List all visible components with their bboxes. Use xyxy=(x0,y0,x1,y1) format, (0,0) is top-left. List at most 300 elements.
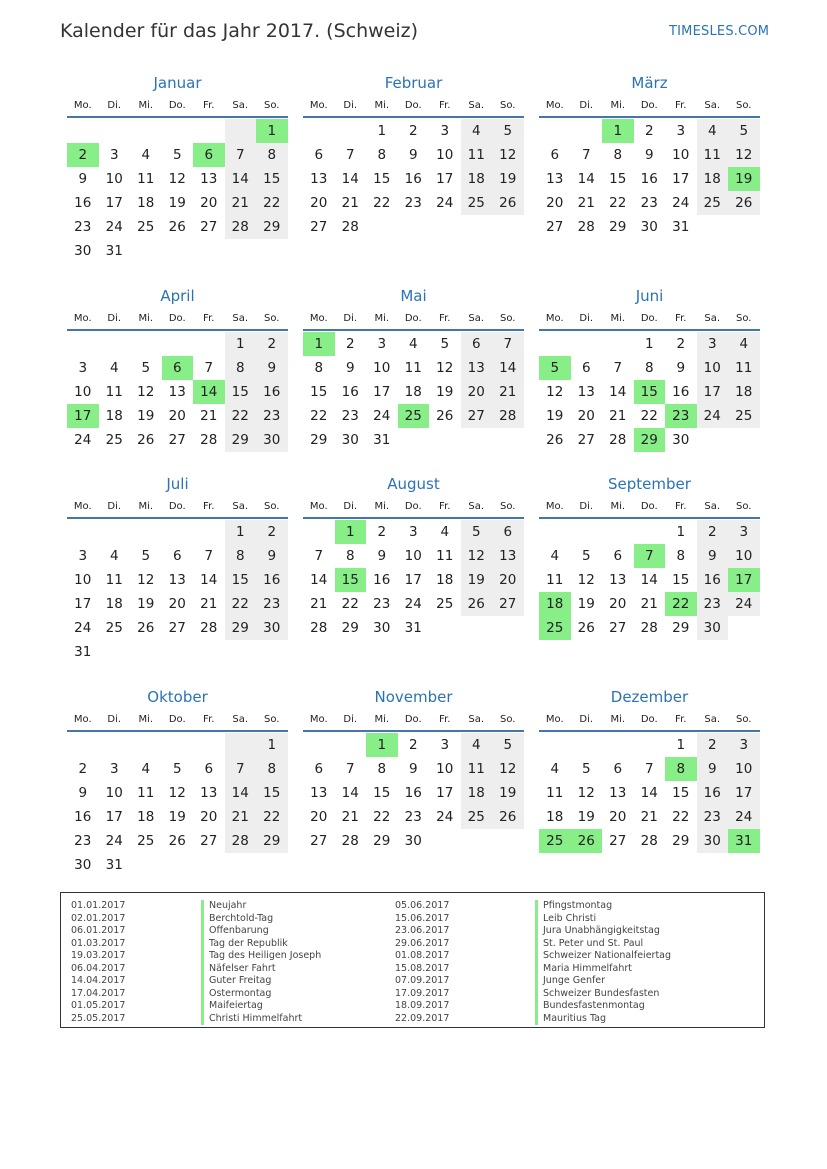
month-name: August xyxy=(387,475,440,493)
month-divider xyxy=(539,329,760,331)
day-cell: 8 xyxy=(665,757,697,781)
day-cell: 13 xyxy=(609,572,627,588)
empty-cell xyxy=(67,119,99,143)
day-cell: 14 xyxy=(310,572,328,588)
day-cell: 31 xyxy=(404,620,422,636)
weekday-label: Mo. xyxy=(545,714,564,725)
day-cell: 9 xyxy=(697,757,729,781)
month-10 xyxy=(303,685,524,853)
day-cell: 3 xyxy=(440,737,450,753)
day-cell: 25 xyxy=(539,616,571,640)
week-row xyxy=(67,829,288,853)
day-cell: 23 xyxy=(256,404,288,428)
weekday-label: Di. xyxy=(343,100,358,111)
month-name: April xyxy=(160,287,195,305)
empty-cell xyxy=(539,332,571,356)
day-cell: 11 xyxy=(404,360,422,376)
weekday-label: Do. xyxy=(640,100,658,111)
empty-cell xyxy=(539,119,571,143)
day-cell: 28 xyxy=(609,432,627,448)
empty-cell xyxy=(193,119,225,143)
weekday-label: Di. xyxy=(579,714,594,725)
month-name: Mai xyxy=(400,287,427,305)
empty-cell xyxy=(697,215,729,239)
weekday-label: Di. xyxy=(107,714,122,725)
weekday-label: Di. xyxy=(579,501,594,512)
day-cell: 17 xyxy=(672,171,690,187)
weekday-label: Mi. xyxy=(374,501,390,512)
page-title: Kalender für das Jahr 2017. (Schweiz) xyxy=(60,20,419,42)
day-cell: 25 xyxy=(436,596,454,612)
day-cell: 15 xyxy=(256,781,288,805)
weekday-label: So. xyxy=(736,714,752,725)
day-cell: 17 xyxy=(67,404,99,428)
day-cell: 25 xyxy=(105,620,123,636)
legend-date-column xyxy=(71,900,125,1025)
day-cell: 5 xyxy=(728,119,760,143)
site-link[interactable]: TIMESLES.COM xyxy=(669,24,770,39)
week-row xyxy=(67,568,288,592)
month-name: Januar xyxy=(153,74,202,92)
empty-cell xyxy=(429,616,461,640)
week-row xyxy=(303,757,524,781)
empty-cell xyxy=(99,640,131,664)
holiday-date: 01.05.2017 xyxy=(71,1000,126,1011)
month-2 xyxy=(539,71,760,239)
weekday-label: So. xyxy=(264,313,280,324)
day-cell: 26 xyxy=(461,592,493,616)
month-divider xyxy=(539,517,760,519)
week-row xyxy=(539,215,760,239)
month-divider xyxy=(67,517,288,519)
day-cell: 15 xyxy=(634,380,666,404)
day-cell: 7 xyxy=(492,332,524,356)
day-cell: 25 xyxy=(105,432,123,448)
day-cell: 4 xyxy=(461,119,493,143)
day-cell: 30 xyxy=(256,428,288,452)
day-cell: 22 xyxy=(373,195,391,211)
day-cell: 8 xyxy=(314,360,324,376)
week-row xyxy=(303,829,524,853)
day-cell: 15 xyxy=(225,380,257,404)
day-cell: 15 xyxy=(310,384,328,400)
day-cell: 3 xyxy=(109,147,119,163)
day-cell: 27 xyxy=(609,833,627,849)
empty-cell xyxy=(130,733,162,757)
day-cell: 11 xyxy=(546,572,564,588)
day-cell: 14 xyxy=(609,384,627,400)
day-cell: 22 xyxy=(310,408,328,424)
day-cell: 11 xyxy=(461,143,493,167)
week-row xyxy=(67,332,288,356)
day-cell: 23 xyxy=(341,408,359,424)
empty-cell xyxy=(492,215,524,239)
month-1 xyxy=(303,71,524,239)
weekday-label: Di. xyxy=(343,501,358,512)
day-cell: 23 xyxy=(697,592,729,616)
holiday-date: 01.08.2017 xyxy=(395,950,450,961)
day-cell: 13 xyxy=(577,384,595,400)
day-cell: 27 xyxy=(168,620,186,636)
day-cell: 21 xyxy=(577,195,595,211)
empty-cell xyxy=(193,332,225,356)
day-cell: 25 xyxy=(461,805,493,829)
day-cell: 3 xyxy=(728,520,760,544)
day-cell: 30 xyxy=(640,219,658,235)
month-name: Juni xyxy=(635,287,664,305)
weekday-label: Sa. xyxy=(704,313,721,324)
weekday-label: So. xyxy=(264,714,280,725)
day-cell: 5 xyxy=(440,336,450,352)
empty-cell xyxy=(429,215,461,239)
week-row xyxy=(303,356,524,380)
day-cell: 18 xyxy=(105,408,123,424)
holiday-name: Guter Freitag xyxy=(201,975,321,988)
weekday-label: Sa. xyxy=(468,714,485,725)
empty-cell xyxy=(225,733,257,757)
day-cell: 5 xyxy=(172,761,182,777)
day-cell: 26 xyxy=(728,191,760,215)
day-cell: 30 xyxy=(373,620,391,636)
weekday-label: Mi. xyxy=(610,313,626,324)
empty-cell xyxy=(193,520,225,544)
day-cell: 27 xyxy=(310,833,328,849)
day-cell: 24 xyxy=(672,195,690,211)
day-cell: 17 xyxy=(105,195,123,211)
empty-cell xyxy=(602,733,634,757)
day-cell: 3 xyxy=(676,123,686,139)
day-cell: 28 xyxy=(341,833,359,849)
week-row xyxy=(303,568,524,592)
day-cell: 22 xyxy=(665,592,697,616)
weekday-label: Do. xyxy=(404,714,422,725)
day-cell: 21 xyxy=(341,195,359,211)
day-cell: 5 xyxy=(581,548,591,564)
day-cell: 2 xyxy=(78,761,88,777)
day-cell: 14 xyxy=(640,572,658,588)
holiday-name: Jura Unabhängigkeitstag xyxy=(535,925,671,938)
day-cell: 8 xyxy=(377,147,387,163)
day-cell: 2 xyxy=(408,737,418,753)
day-cell: 6 xyxy=(193,143,225,167)
week-row xyxy=(67,520,288,544)
day-cell: 18 xyxy=(404,384,422,400)
empty-cell xyxy=(492,428,524,452)
weekday-label: Mo. xyxy=(545,313,564,324)
day-cell: 12 xyxy=(728,143,760,167)
weekday-label: Sa. xyxy=(704,501,721,512)
empty-cell xyxy=(130,239,162,263)
day-cell: 18 xyxy=(461,781,493,805)
empty-cell xyxy=(366,215,398,239)
day-cell: 26 xyxy=(436,408,454,424)
weekday-header xyxy=(67,496,288,517)
day-cell: 16 xyxy=(672,384,690,400)
day-cell: 16 xyxy=(74,195,92,211)
empty-cell xyxy=(539,520,571,544)
weekday-label: Mi. xyxy=(138,313,154,324)
weekday-label: Fr. xyxy=(439,313,451,324)
day-cell: 12 xyxy=(546,384,564,400)
week-row xyxy=(539,568,760,592)
holiday-name: Schweizer Bundesfasten xyxy=(535,988,671,1001)
weekday-header xyxy=(539,308,760,329)
day-cell: 26 xyxy=(137,620,155,636)
day-cell: 22 xyxy=(225,404,257,428)
day-cell: 20 xyxy=(310,195,328,211)
day-cell: 14 xyxy=(193,380,225,404)
weekday-header xyxy=(303,95,524,116)
month-name: März xyxy=(631,74,668,92)
day-cell: 2 xyxy=(408,123,418,139)
day-cell: 6 xyxy=(550,147,560,163)
day-cell: 27 xyxy=(492,592,524,616)
day-cell: 2 xyxy=(697,733,729,757)
day-cell: 14 xyxy=(200,572,218,588)
day-cell: 6 xyxy=(204,761,214,777)
day-cell: 4 xyxy=(109,548,119,564)
week-row xyxy=(67,428,288,452)
weekday-label: Mo. xyxy=(309,313,328,324)
week-row xyxy=(67,640,288,664)
empty-cell xyxy=(67,520,99,544)
day-cell: 27 xyxy=(200,219,218,235)
month-5 xyxy=(539,284,760,452)
week-row xyxy=(303,592,524,616)
day-cell: 5 xyxy=(492,733,524,757)
weekday-label: Mo. xyxy=(309,714,328,725)
empty-cell xyxy=(193,733,225,757)
weekday-label: Do. xyxy=(168,501,186,512)
weekday-header xyxy=(67,308,288,329)
day-cell: 22 xyxy=(373,809,391,825)
day-cell: 8 xyxy=(613,147,623,163)
day-cell: 10 xyxy=(74,384,92,400)
day-cell: 7 xyxy=(634,544,666,568)
day-cell: 20 xyxy=(200,809,218,825)
day-cell: 13 xyxy=(461,356,493,380)
day-cell: 13 xyxy=(310,785,328,801)
day-cell: 1 xyxy=(602,119,634,143)
weekday-label: So. xyxy=(500,714,516,725)
week-row xyxy=(67,805,288,829)
holiday-date: 23.06.2017 xyxy=(395,925,450,936)
day-cell: 25 xyxy=(137,833,155,849)
day-cell: 2 xyxy=(377,524,387,540)
holiday-name: Näfelser Fahrt xyxy=(201,963,321,976)
weekday-label: Fr. xyxy=(439,714,451,725)
empty-cell xyxy=(162,239,194,263)
day-cell: 19 xyxy=(577,596,595,612)
week-row xyxy=(539,733,760,757)
day-cell: 23 xyxy=(373,596,391,612)
day-cell: 22 xyxy=(672,809,690,825)
day-cell: 6 xyxy=(314,761,324,777)
day-cell: 12 xyxy=(137,384,155,400)
empty-cell xyxy=(602,520,634,544)
day-cell: 1 xyxy=(303,332,335,356)
weekday-label: Fr. xyxy=(439,501,451,512)
month-divider xyxy=(539,730,760,732)
day-cell: 5 xyxy=(141,360,151,376)
day-cell: 19 xyxy=(546,408,564,424)
day-cell: 1 xyxy=(366,733,398,757)
day-cell: 19 xyxy=(492,781,524,805)
week-row xyxy=(67,167,288,191)
weekday-header xyxy=(539,95,760,116)
day-cell: 4 xyxy=(141,761,151,777)
month-divider xyxy=(303,517,524,519)
empty-cell xyxy=(602,332,634,356)
day-cell: 6 xyxy=(162,356,194,380)
weekday-label: Sa. xyxy=(232,501,249,512)
day-cell: 26 xyxy=(168,219,186,235)
day-cell: 2 xyxy=(697,520,729,544)
day-cell: 23 xyxy=(404,195,422,211)
day-cell: 16 xyxy=(404,785,422,801)
day-cell: 24 xyxy=(436,195,454,211)
day-cell: 6 xyxy=(613,548,623,564)
day-cell: 21 xyxy=(609,408,627,424)
day-cell: 19 xyxy=(728,167,760,191)
day-cell: 1 xyxy=(225,332,257,356)
weekday-label: Di. xyxy=(343,313,358,324)
day-cell: 8 xyxy=(676,548,686,564)
week-row xyxy=(67,733,288,757)
weekday-label: Fr. xyxy=(675,714,687,725)
day-cell: 12 xyxy=(492,143,524,167)
day-cell: 21 xyxy=(225,191,257,215)
day-cell: 9 xyxy=(256,356,288,380)
day-cell: 1 xyxy=(335,520,367,544)
day-cell: 28 xyxy=(225,829,257,853)
day-cell: 15 xyxy=(256,167,288,191)
empty-cell xyxy=(99,520,131,544)
day-cell: 1 xyxy=(256,733,288,757)
empty-cell xyxy=(162,332,194,356)
day-cell: 1 xyxy=(256,119,288,143)
empty-cell xyxy=(225,239,257,263)
day-cell: 10 xyxy=(74,572,92,588)
weekday-label: Sa. xyxy=(704,714,721,725)
empty-cell xyxy=(634,520,666,544)
weekday-label: Do. xyxy=(168,714,186,725)
day-cell: 7 xyxy=(204,548,214,564)
week-row xyxy=(303,428,524,452)
empty-cell xyxy=(461,616,493,640)
day-cell: 14 xyxy=(492,356,524,380)
day-cell: 2 xyxy=(345,336,355,352)
day-cell: 14 xyxy=(225,781,257,805)
day-cell: 3 xyxy=(78,360,88,376)
week-row xyxy=(539,616,760,640)
empty-cell xyxy=(67,332,99,356)
day-cell: 18 xyxy=(436,572,454,588)
week-row xyxy=(67,853,288,877)
day-cell: 17 xyxy=(74,596,92,612)
day-cell: 20 xyxy=(577,408,595,424)
holiday-name: Offenbarung xyxy=(201,925,321,938)
day-cell: 17 xyxy=(728,781,760,805)
weekday-label: Fr. xyxy=(203,714,215,725)
day-cell: 17 xyxy=(105,809,123,825)
holiday-name: Tag der Republik xyxy=(201,938,321,951)
day-cell: 21 xyxy=(341,809,359,825)
day-cell: 10 xyxy=(373,360,391,376)
week-row xyxy=(67,239,288,263)
weekday-label: Sa. xyxy=(468,313,485,324)
day-cell: 30 xyxy=(74,243,92,259)
week-row xyxy=(67,119,288,143)
day-cell: 11 xyxy=(105,384,123,400)
holiday-date: 01.01.2017 xyxy=(71,900,126,911)
weekday-label: Sa. xyxy=(468,100,485,111)
weekday-label: Mo. xyxy=(73,714,92,725)
holiday-date: 29.06.2017 xyxy=(395,937,450,949)
week-row xyxy=(539,592,760,616)
weekday-header xyxy=(303,496,524,517)
day-cell: 24 xyxy=(74,620,92,636)
day-cell: 28 xyxy=(492,404,524,428)
day-cell: 7 xyxy=(613,360,623,376)
weekday-label: Do. xyxy=(168,100,186,111)
day-cell: 1 xyxy=(377,123,387,139)
day-cell: 17 xyxy=(728,568,760,592)
day-cell: 27 xyxy=(546,219,564,235)
day-cell: 12 xyxy=(492,757,524,781)
day-cell: 3 xyxy=(440,123,450,139)
day-cell: 5 xyxy=(581,761,591,777)
weekday-header xyxy=(539,709,760,730)
day-cell: 28 xyxy=(640,620,658,636)
day-cell: 12 xyxy=(137,572,155,588)
legend-name-column xyxy=(201,900,321,1025)
empty-cell xyxy=(303,119,335,143)
weekday-label: Mo. xyxy=(73,501,92,512)
weekday-label: Mi. xyxy=(610,100,626,111)
week-row xyxy=(67,356,288,380)
week-row xyxy=(303,781,524,805)
day-cell: 29 xyxy=(341,620,359,636)
holiday-name: St. Peter und St. Paul xyxy=(535,938,671,951)
weekday-label: Sa. xyxy=(704,100,721,111)
day-cell: 4 xyxy=(550,548,560,564)
day-cell: 4 xyxy=(440,524,450,540)
day-cell: 24 xyxy=(105,219,123,235)
week-row xyxy=(303,167,524,191)
day-cell: 10 xyxy=(105,171,123,187)
weekday-header xyxy=(539,496,760,517)
weekday-label: Fr. xyxy=(675,501,687,512)
empty-cell xyxy=(162,520,194,544)
week-row xyxy=(539,119,760,143)
day-cell: 29 xyxy=(672,620,690,636)
holiday-name: Schweizer Nationalfeiertag xyxy=(535,950,671,963)
empty-cell xyxy=(67,733,99,757)
holiday-legend xyxy=(60,892,765,1028)
day-cell: 10 xyxy=(436,147,454,163)
day-cell: 24 xyxy=(373,408,391,424)
day-cell: 25 xyxy=(728,404,760,428)
week-row xyxy=(303,616,524,640)
weekday-label: Mi. xyxy=(138,501,154,512)
month-7 xyxy=(303,472,524,640)
holiday-date: 15.06.2017 xyxy=(395,912,450,924)
weekday-header xyxy=(67,95,288,116)
day-cell: 5 xyxy=(539,356,571,380)
day-cell: 24 xyxy=(728,592,760,616)
weekday-label: Mi. xyxy=(138,714,154,725)
